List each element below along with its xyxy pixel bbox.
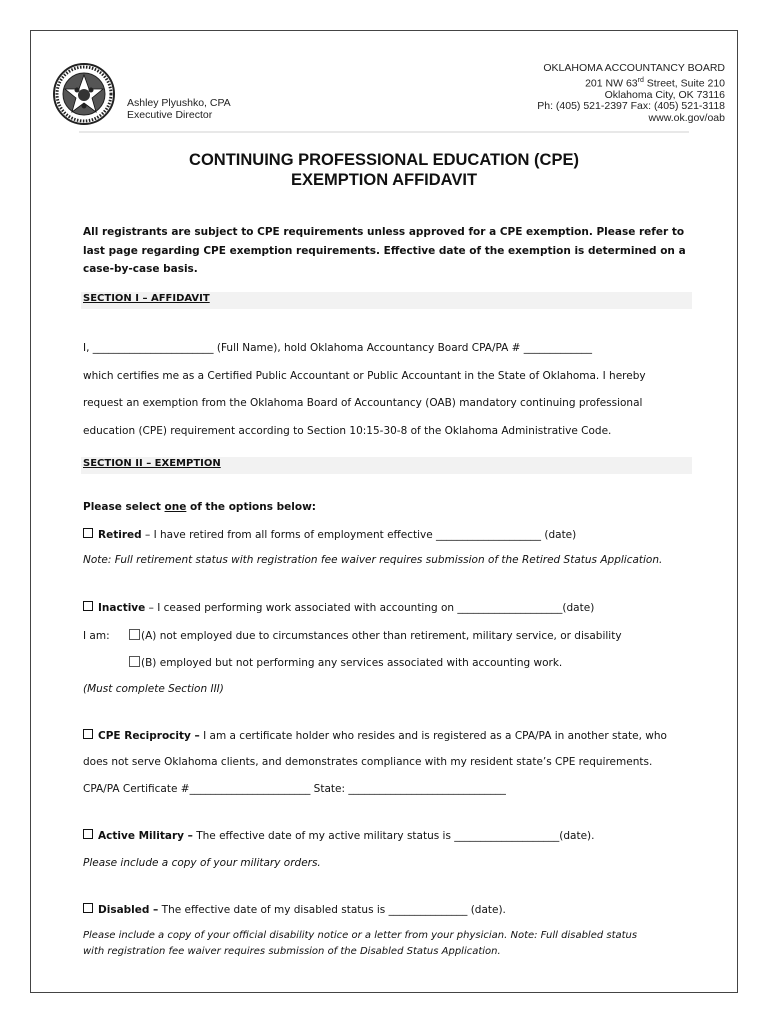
option-a-checkbox[interactable]: [129, 629, 140, 640]
street-address: 201 NW 63rd Street, Suite 210: [585, 76, 725, 89]
section-1-bar: [81, 292, 692, 309]
section-2-heading: SECTION II – EXEMPTION: [83, 458, 221, 469]
reciprocity-option: CPE Reciprocity – I am a certificate holder who resides and is registered as a CPA/PA in another state, who: [83, 729, 667, 742]
inactive-note: (Must complete Section III): [83, 683, 224, 695]
director-name: Ashley Plyushko, CPA: [127, 97, 231, 109]
state-seal-icon: [52, 62, 116, 126]
military-option: Active Military – The effective date of my active military status is ____________________(date).: [83, 829, 595, 842]
disabled-checkbox[interactable]: [83, 903, 93, 913]
military-checkbox[interactable]: [83, 829, 93, 839]
disabled-option: Disabled – The effective date of my disabled status is _______________ (date).: [83, 903, 506, 916]
page-title: [31, 150, 737, 190]
disabled-note-1: Please include a copy of your official disability notice or a letter from your physician. Note: Full disabled status: [83, 930, 638, 941]
inactive-checkbox[interactable]: [83, 601, 93, 611]
inactive-option-b: (B) employed but not performing any services associated with accounting work.: [129, 656, 562, 669]
title-line-1: CONTINUING PROFESSIONAL EDUCATION (CPE): [189, 151, 579, 169]
option-b-checkbox[interactable]: [129, 656, 140, 667]
retired-checkbox[interactable]: [83, 528, 93, 538]
intro-paragraph: All registrants are subject to CPE requirements unless approved for a CPE exemption. Please refer to last page regarding CPE exemption requirements. Effective date of the exemption is determined on a case-by-case basis.: [83, 226, 686, 275]
affidavit-line-3: request an exemption from the Oklahoma Board of Accountancy (OAB) mandatory continuing professional: [83, 397, 643, 409]
section-1-heading: SECTION I – AFFIDAVIT: [83, 293, 210, 304]
reciprocity-certificate-line: CPA/PA Certificate #_______________________ State: ______________________________: [83, 783, 506, 795]
board-address: [537, 63, 725, 124]
phone-fax: Ph: (405) 521-2397 Fax: (405) 521-3118: [537, 100, 725, 112]
select-instruction: Please select one of the options below:: [83, 501, 316, 513]
affidavit-page: [30, 30, 738, 993]
retired-note: Note: Full retirement status with registration fee waiver requires submission of the Retired Status Application.: [83, 554, 663, 566]
director-title: Executive Director: [127, 109, 213, 121]
retired-option: Retired – I have retired from all forms of employment effective ____________________ (date): [83, 528, 576, 541]
reciprocity-checkbox[interactable]: [83, 729, 93, 739]
inactive-option-a: I am: (A) not employed due to circumstances other than retirement, military service, or disability: [83, 630, 622, 642]
military-note: Please include a copy of your military orders.: [83, 857, 321, 869]
board-name: OKLAHOMA ACCOUNTANCY BOARD: [543, 62, 725, 74]
director-block: [127, 97, 231, 121]
section-2-bar: [81, 457, 692, 474]
title-line-2: EXEMPTION AFFIDAVIT: [290, 171, 478, 189]
affidavit-line-4: education (CPE) requirement according to Section 10:15-30-8 of the Oklahoma Administrative Code.: [83, 424, 612, 437]
city-line: Oklahoma City, OK 73116: [604, 88, 725, 101]
affidavit-line-2: which certifies me as a Certified Public Accountant or Public Accountant in the State of Oklahoma. I hereby: [83, 369, 646, 382]
inactive-option: Inactive – I ceased performing work associated with accounting on ____________________(date): [83, 601, 594, 614]
affidavit-line-1: I, _______________________ (Full Name), hold Oklahoma Accountancy Board CPA/PA # _____________: [83, 342, 593, 354]
affidavit-text: [83, 335, 695, 445]
website-link[interactable]: www.ok.gov/oab: [648, 111, 725, 124]
disabled-note-2: with registration fee waiver requires submission of the Disabled Status Application.: [83, 946, 501, 957]
reciprocity-line-2: does not serve Oklahoma clients, and demonstrates compliance with my resident state’s CPE requirements.: [83, 756, 653, 768]
header-divider: [79, 131, 689, 133]
